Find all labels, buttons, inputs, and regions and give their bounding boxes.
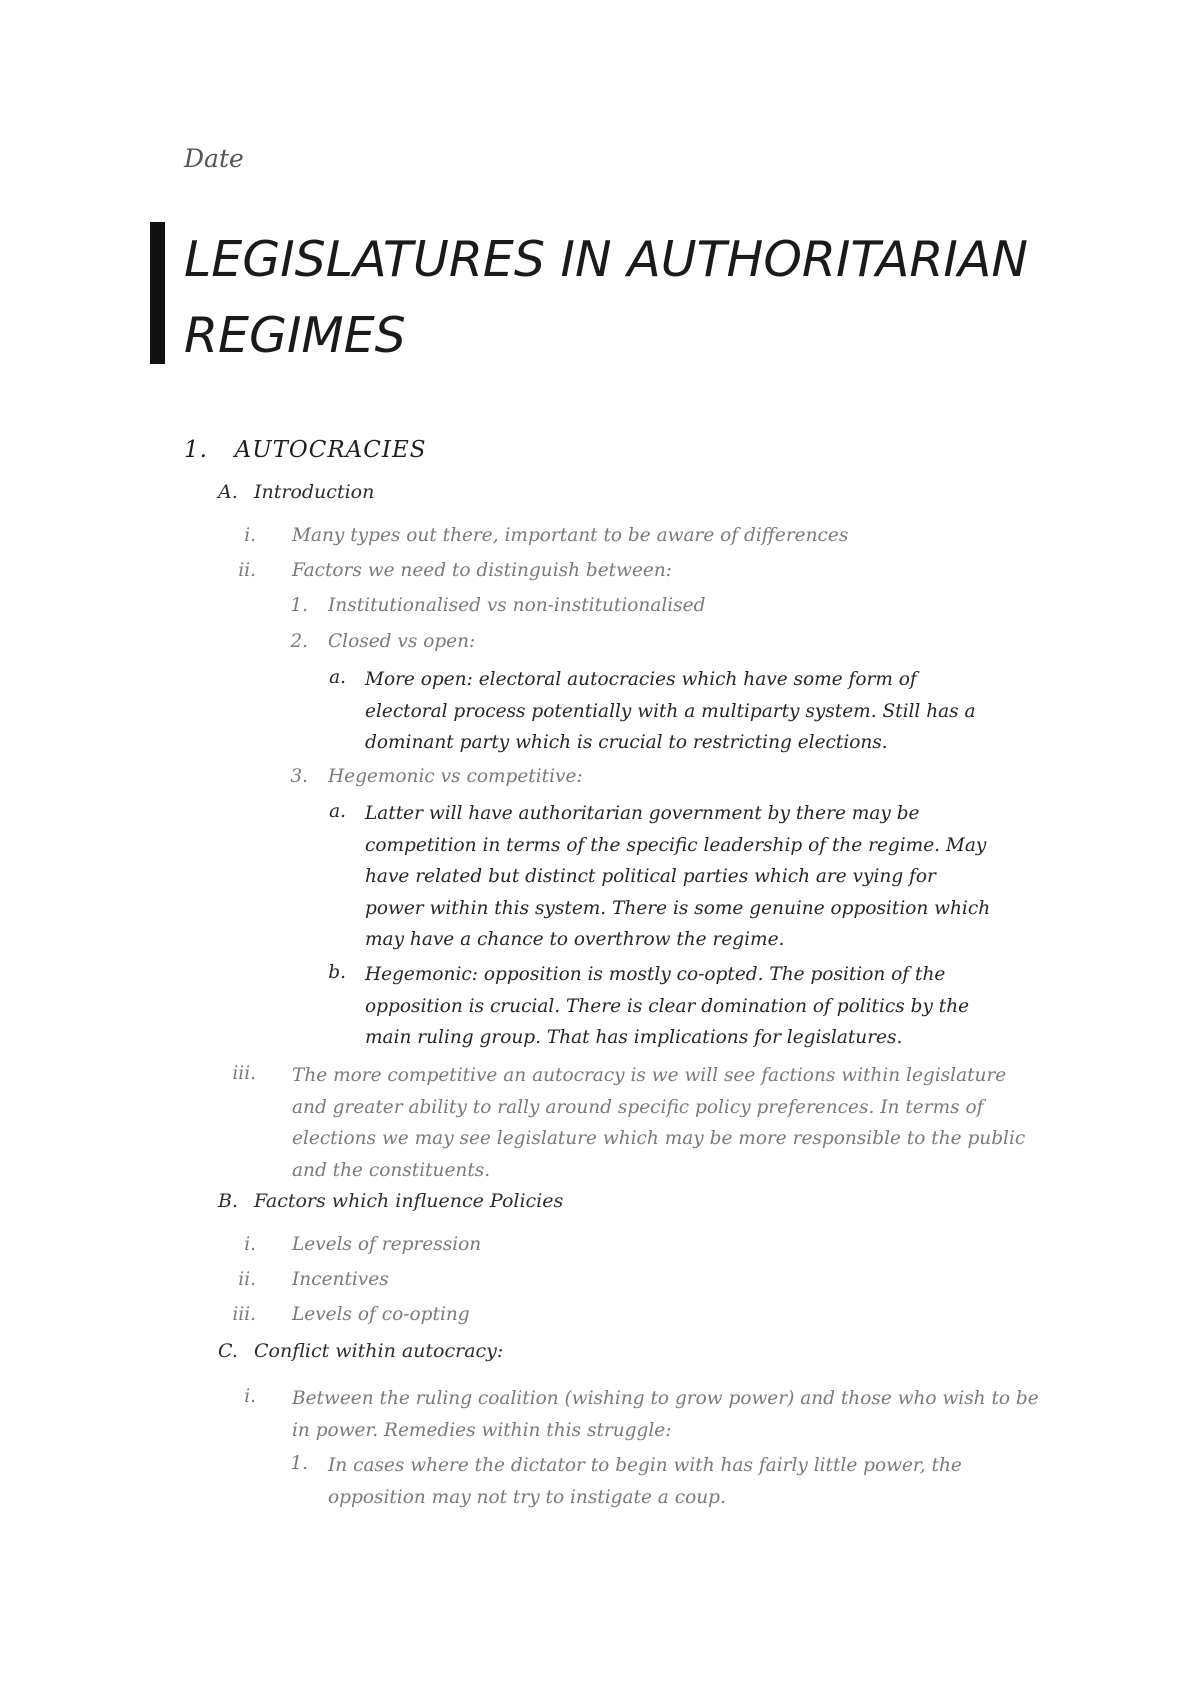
text-line: and greater ability to rally around specific policy preferences. In terms of [292,1096,984,1118]
page-title [184,222,1084,374]
title-line-2: REGIMES [184,307,406,364]
list-item [328,1450,962,1513]
text-line: opposition is crucial. There is clear domination of politics by the [365,995,970,1017]
document-date: Date [184,144,244,173]
subsection-marker: C. [218,1340,238,1362]
list-item: Institutionalised vs non-institutionalised [328,595,706,616]
list-item [365,798,990,956]
text-line: elections we may see legislature which may be more responsible to the public [292,1128,1026,1149]
list-marker: 1. [290,595,308,616]
subsection-label: Conflict within autocracy: [254,1340,504,1362]
text-line: power within this system. There is some genuine opposition which [365,897,991,919]
subsection-label: Introduction [254,481,375,503]
subsection-marker: A. [218,481,238,503]
text-line: Between the ruling coalition (wishing to grow power) and those who wish to be [292,1388,1039,1409]
list-marker: a. [329,801,346,822]
subsection-b [218,1190,563,1212]
subsection-marker: B. [218,1190,239,1212]
list-marker: i. [244,525,256,546]
list-marker: i. [244,1234,256,1255]
list-marker: a. [329,667,346,688]
list-item [365,959,969,1054]
list-item: Levels of co-opting [292,1304,470,1325]
section-number: 1. [184,437,208,463]
text-line: opposition may not try to instigate a coup. [328,1486,726,1508]
text-line: may have a chance to overthrow the regime. [365,929,785,950]
list-item: Many types out there, important to be aware of differences [292,525,849,546]
text-line: electoral process potentially with a multiparty system. Still has a [365,700,976,722]
list-item [292,1383,1039,1446]
section-title: AUTOCRACIES [234,437,427,463]
list-item: Incentives [292,1269,389,1290]
list-item: Levels of repression [292,1234,482,1255]
list-marker: b. [328,962,346,983]
text-line: competition in terms of the specific leadership of the regime. May [365,834,987,856]
list-item [365,664,976,759]
subsection-label: Factors which influence Policies [254,1190,564,1212]
list-marker: 2. [290,631,308,652]
text-line: main ruling group. That has implications for legislatures. [365,1027,903,1048]
text-line: have related but distinct political parties which are vying for [365,866,936,887]
title-accent-bar [150,222,165,364]
text-line: Hegemonic: opposition is mostly co-opted. The position of the [365,964,946,985]
title-line-1: LEGISLATURES IN AUTHORITARIAN [184,231,1029,288]
text-line: dominant party which is crucial to restricting elections. [365,732,888,753]
list-item: Factors we need to distinguish between: [292,560,672,581]
text-line: In cases where the dictator to begin with has fairly little power, the [328,1455,962,1476]
subsection-c [218,1340,503,1362]
list-marker: iii. [232,1304,256,1325]
text-line: More open: electoral autocracies which have some form of [365,669,917,690]
list-marker: 1. [290,1453,308,1474]
list-item [292,1060,1025,1186]
list-marker: 3. [290,766,308,787]
list-marker: ii. [238,1269,256,1290]
list-item: Closed vs open: [328,631,476,652]
list-marker: i. [244,1386,256,1407]
text-line: The more competitive an autocracy is we will see factions within legislature [292,1065,1007,1086]
text-line: in power. Remedies within this struggle: [292,1419,672,1441]
list-marker: iii. [232,1063,256,1084]
list-item: Hegemonic vs competitive: [328,766,583,787]
text-line: and the constituents. [292,1159,491,1181]
list-marker: ii. [238,560,256,581]
subsection-a [218,481,374,503]
text-line: Latter will have authoritarian government by there may be [365,803,920,824]
section-heading [184,437,427,463]
